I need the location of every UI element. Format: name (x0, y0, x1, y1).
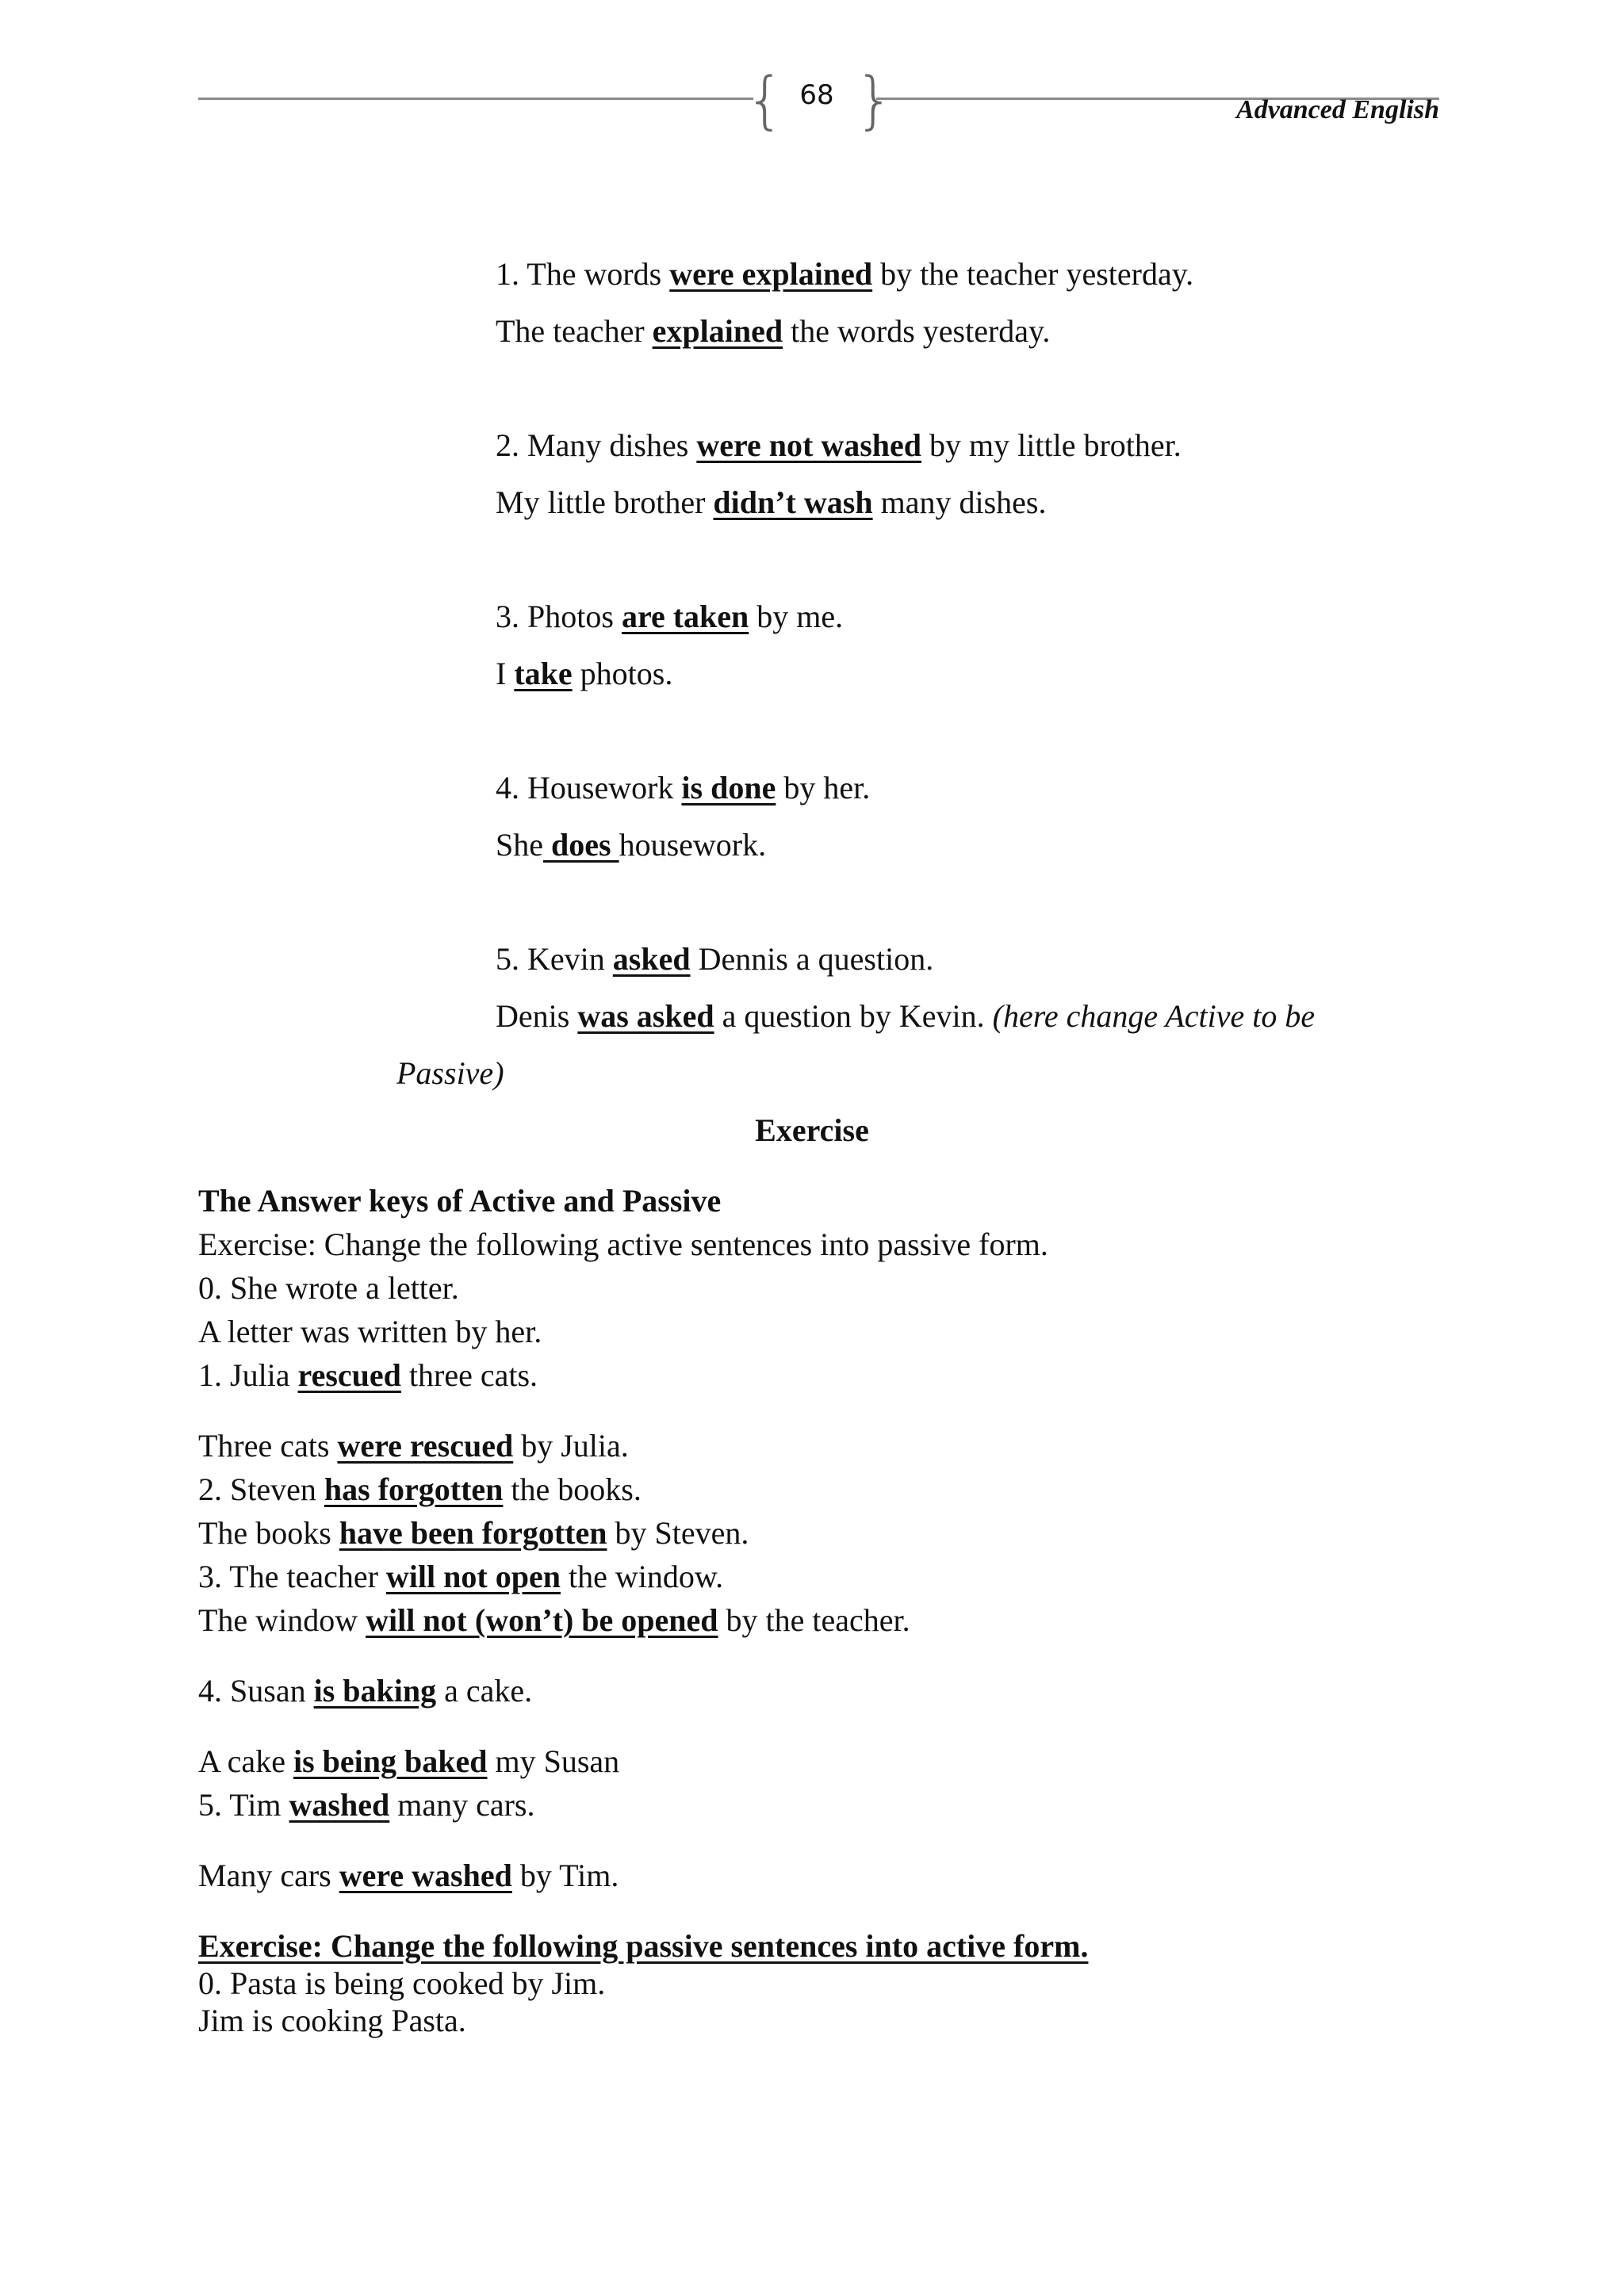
answer-keys-title: The Answer keys of Active and Passive (198, 1183, 722, 1219)
answer-2-answer: The books have been forgotten by Steven. (198, 1515, 749, 1551)
running-head: Advanced English (1236, 95, 1439, 124)
answer-4-answer: A cake is being baked my Susan (198, 1743, 620, 1779)
answer-5-question: 5. Tim washed many cars. (198, 1787, 535, 1823)
answer-5-answer: Many cars were washed by Tim. (198, 1858, 619, 1893)
example-3-passive: 3. Photos are taken by me. (496, 599, 844, 634)
example-4-active: She does housework. (496, 827, 767, 863)
second-sample-question: 0. Pasta is being cooked by Jim. (198, 1965, 606, 2001)
sample-answer: A letter was written by her. (198, 1314, 542, 1349)
answer-1-answer: Three cats were rescued by Julia. (198, 1428, 629, 1464)
answer-1-question: 1. Julia rescued three cats. (198, 1357, 538, 1393)
example-1-passive: 1. The words were explained by the teacher yesterday. (496, 256, 1194, 292)
second-exercise-instruction: Exercise: Change the following passive sentences into active form. (198, 1928, 1089, 1964)
example-3-active: I take photos. (496, 656, 673, 691)
answer-3-answer: The window will not (won’t) be opened by the teacher. (198, 1602, 910, 1638)
answer-keys-instruction: Exercise: Change the following active sentences into passive form. (198, 1226, 1048, 1262)
example-2-active: My little brother didn’t wash many dishes. (496, 484, 1047, 520)
exercise-heading: Exercise (755, 1112, 869, 1148)
answer-3-question: 3. The teacher will not open the window. (198, 1559, 724, 1594)
page-number: 68 (799, 79, 834, 111)
example-5-note-continued: Passive) (396, 1055, 504, 1091)
example-1-active: The teacher explained the words yesterday. (496, 313, 1051, 349)
example-5-passive: Denis was asked a question by Kevin. (here change Active to be (496, 998, 1316, 1034)
header-rule-left (198, 98, 753, 100)
answer-4-question: 4. Susan is baking a cake. (198, 1673, 533, 1709)
second-sample-answer: Jim is cooking Pasta. (198, 2003, 466, 2038)
right-bracket-icon: } (855, 65, 894, 136)
answer-2-question: 2. Steven has forgotten the books. (198, 1471, 642, 1507)
example-5-active: 5. Kevin asked Dennis a question. (496, 941, 934, 977)
sample-question: 0. She wrote a letter. (198, 1270, 459, 1306)
example-5-note: (here change Active to be (992, 998, 1316, 1034)
example-2-passive: 2. Many dishes were not washed by my little brother. (496, 427, 1182, 463)
left-bracket-icon: { (745, 65, 785, 136)
example-4-passive: 4. Housework is done by her. (496, 770, 871, 806)
